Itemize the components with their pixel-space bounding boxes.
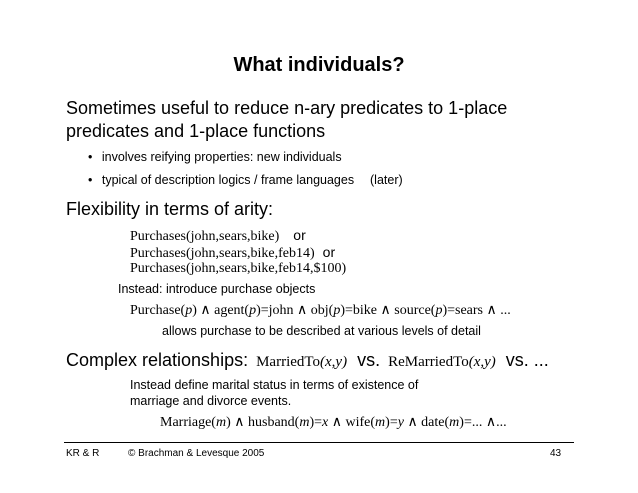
formula-text: )=bike ∧ source(	[340, 303, 436, 318]
complex-heading: Complex relationships:	[66, 350, 249, 370]
remarried-to-predicate	[388, 354, 496, 370]
formula-text: )=... ∧...	[459, 415, 507, 430]
formula-text: ∧ date(	[403, 415, 450, 430]
predicate-args: (x,y)	[320, 354, 348, 370]
formula-variable: p	[185, 303, 193, 318]
formula-text: Marriage(	[160, 415, 216, 430]
allows-note: allows purchase to be described at various levels of detail	[162, 324, 481, 338]
bullet-icon: •	[88, 173, 93, 187]
formula-variable: y	[397, 415, 404, 430]
purchase-formula	[130, 302, 511, 319]
formula-variable: p	[249, 303, 257, 318]
bullet-text: typical of description logics / frame languages	[101, 173, 355, 187]
formula-variable: p	[435, 303, 443, 318]
formula-text: )=john ∧ obj(	[256, 303, 334, 318]
vs-text: vs.	[357, 350, 381, 370]
purchase-example-3: Purchases(john,sears,bike,feb14,$100)	[130, 261, 347, 276]
formula-text: ) ∧ husband(	[226, 415, 300, 430]
complex-relationships-line	[66, 350, 549, 371]
footer-copyright: © Brachman & Levesque 2005	[128, 448, 265, 459]
or-text: or	[322, 244, 336, 260]
example-text: Purchases(john,sears,bike,feb14)	[130, 246, 315, 261]
formula-text: )=	[309, 415, 323, 430]
marriage-formula	[160, 414, 507, 431]
formula-variable: m	[449, 415, 460, 430]
formula-text: Purchase(	[130, 303, 186, 318]
purchase-example-2	[130, 244, 335, 262]
formula-text: ) ∧ agent(	[192, 303, 250, 318]
formula-variable: m	[215, 415, 227, 430]
page-number: 43	[550, 448, 562, 459]
example-text: Purchases(john,sears,bike)	[130, 229, 280, 244]
flexibility-heading: Flexibility in terms of arity:	[66, 199, 274, 219]
predicate-name: MarriedTo	[256, 354, 321, 370]
bullet-icon: •	[88, 150, 93, 164]
bullet-item	[88, 150, 342, 164]
formula-text: )=sears ∧ ...	[442, 303, 511, 318]
slide-title: What individuals?	[233, 54, 405, 76]
instead-purchase-note: Instead: introduce purchase objects	[118, 282, 316, 296]
purchase-example-1	[130, 227, 306, 245]
formula-variable: p	[333, 303, 341, 318]
formula-variable: m	[299, 415, 310, 430]
later-note: (later)	[370, 173, 403, 187]
formula-text: )=	[385, 415, 398, 430]
bullet-item	[88, 173, 354, 187]
intro-line-2: predicates and 1-place functions	[66, 121, 326, 141]
predicate-args: (x,y)	[468, 354, 496, 370]
formula-text: ∧ wife(	[328, 415, 376, 430]
vs-text: vs. ...	[505, 350, 549, 370]
footer-divider	[64, 442, 574, 443]
formula-variable: m	[375, 415, 386, 430]
formula-variable: x	[322, 415, 329, 430]
instead-marital-note-2: marriage and divorce events.	[130, 394, 292, 408]
or-text: or	[293, 227, 306, 243]
bullet-text: involves reifying properties: new individuals	[101, 150, 342, 164]
instead-marital-note-1: Instead define marital status in terms of existence of	[130, 378, 419, 392]
married-to-predicate	[256, 354, 347, 370]
footer-course: KR & R	[66, 448, 100, 459]
intro-line-1: Sometimes useful to reduce n-ary predicates to 1-place	[66, 98, 508, 118]
predicate-name: ReMarriedTo	[388, 354, 469, 370]
